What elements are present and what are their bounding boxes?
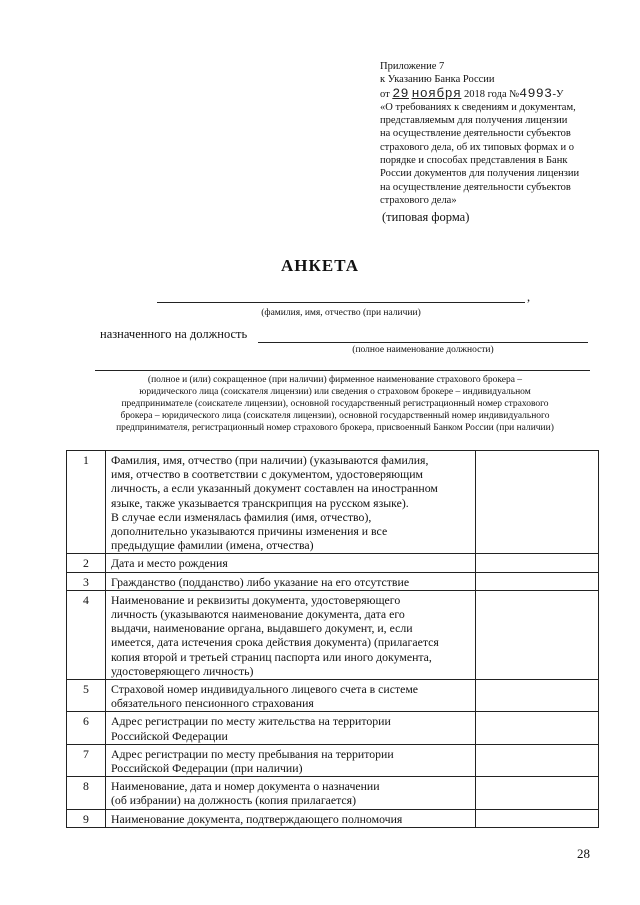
appendix-line-1: Приложение 7: [380, 61, 445, 72]
description-line: языке, также указывается транскрипция на русском языке).: [111, 495, 409, 510]
organization-caption: [80, 374, 590, 434]
handwritten-day: 29: [392, 85, 409, 101]
row-description: [106, 777, 476, 809]
row-description: [106, 590, 476, 679]
appendix-line-4: «О требованиях к сведениям и документам,: [380, 101, 576, 113]
organization-caption-line: предпринимателе (соискателе лицензии), основной государственный регистрационный номер страхового: [121, 399, 549, 409]
description-line: удостоверяющего личность): [111, 663, 254, 678]
description-line: Наименование, дата и номер документа о назначении: [111, 779, 380, 794]
description-line: Адрес регистрации по месту жительства на территории: [111, 714, 391, 729]
organization-caption-line: (полное и (или) сокращенное (при наличии) фирменное наименование страхового брокера –: [147, 375, 523, 385]
row-description: [106, 451, 476, 554]
appendix-line-5: представляемым для получения лицензии: [380, 115, 568, 127]
table-row: [67, 590, 599, 679]
row-value-cell[interactable]: [476, 554, 599, 572]
handwritten-month: ноября: [411, 85, 462, 101]
row-number: 9: [67, 809, 106, 827]
description-line: личность, а если указанный документ составлен на иностранном: [111, 481, 438, 496]
position-label: назначенного на должность: [100, 327, 248, 341]
row-value-cell[interactable]: [476, 451, 599, 554]
appendix-line-6: на осуществление деятельности субъектов: [380, 128, 571, 140]
appendix-line-9: России документов для получения лицензии: [380, 168, 580, 180]
date-prefix: от: [380, 88, 390, 100]
organization-caption-line: предпринимателя, регистрационный номер страхового брокера, присвоенный Банком России (при наличии): [116, 423, 554, 433]
name-field-caption: (фамилия, имя, отчество (при наличии): [261, 308, 421, 318]
position-caption: (полное наименование должности): [352, 345, 494, 355]
row-number: 6: [67, 712, 106, 744]
table-row: [67, 572, 599, 590]
position-field-line[interactable]: [258, 342, 588, 343]
description-line: Гражданство (подданство) либо указание на его отсутствие: [111, 574, 410, 589]
handwritten-number: 4993: [519, 85, 553, 101]
row-number: 8: [67, 777, 106, 809]
table-row: [67, 451, 599, 554]
table-row: [67, 744, 599, 776]
description-line: обязательного пенсионного страхования: [111, 696, 314, 711]
row-number: 3: [67, 572, 106, 590]
row-value-cell[interactable]: [476, 590, 599, 679]
row-description: [106, 744, 476, 776]
description-line: личность (указываются наименование документа, дата его: [111, 607, 405, 622]
table-row: [67, 809, 599, 827]
table-row: [67, 777, 599, 809]
appendix-block: [380, 60, 595, 207]
description-line: копия второй и третьей страниц паспорта или иного документа,: [111, 649, 432, 664]
row-number: 1: [67, 451, 106, 554]
appendix-line-10: на осуществление деятельности субъектов: [380, 181, 571, 193]
name-field-comma: ,: [527, 290, 531, 304]
form-type-label: (типовая форма): [382, 210, 470, 224]
row-value-cell[interactable]: [476, 809, 599, 827]
description-line: Страховой номер индивидуального лицевого счета в системе: [111, 682, 419, 697]
organization-caption-line: брокера – юридического лица (соискателя лицензии), основной государственный номер индивидуального: [120, 411, 550, 421]
row-value-cell[interactable]: [476, 712, 599, 744]
description-line: Российской Федерации: [111, 728, 228, 743]
row-number: 4: [67, 590, 106, 679]
description-line: Адрес регистрации по месту пребывания на территории: [111, 746, 394, 761]
appendix-line-2: к Указанию Банка России: [380, 74, 495, 86]
description-line: предыдущие фамилии (имена, отчества): [111, 538, 314, 553]
row-number: 7: [67, 744, 106, 776]
organization-field-line[interactable]: [95, 370, 590, 371]
row-value-cell[interactable]: [476, 572, 599, 590]
year-text: 2018 года №: [464, 88, 520, 100]
row-description: [106, 809, 476, 827]
description-line: Российской Федерации (при наличии): [111, 761, 303, 776]
document-title: АНКЕТА: [281, 256, 359, 275]
row-description: [106, 680, 476, 712]
row-value-cell[interactable]: [476, 744, 599, 776]
row-value-cell[interactable]: [476, 680, 599, 712]
row-description: [106, 554, 476, 572]
description-line: имеется, дата истечения срока действия документа) (прилагается: [111, 635, 439, 650]
description-line: Наименование и реквизиты документа, удостоверяющего: [111, 592, 401, 607]
appendix-date-line: [380, 87, 595, 101]
description-line: дополнительно указываются причины изменения и все: [111, 524, 388, 539]
description-line: Наименование документа, подтверждающего полномочия: [111, 811, 403, 826]
name-field-line[interactable]: [157, 302, 525, 303]
table-row: [67, 712, 599, 744]
description-line: имя, отчество в соответствии с документом, удостоверяющим: [111, 467, 423, 482]
description-line: (об избрании) на должность (копия прилагается): [111, 793, 357, 808]
questionnaire-table: [66, 450, 599, 828]
appendix-line-11: страхового дела»: [380, 194, 457, 206]
description-line: В случае если изменялась фамилия (имя, отчество),: [111, 509, 372, 524]
description-line: Дата и место рождения: [111, 556, 228, 571]
row-description: [106, 712, 476, 744]
row-description: [106, 572, 476, 590]
appendix-line-7: страхового дела, об их типовых формах и о: [380, 141, 575, 153]
description-line: Фамилия, имя, отчество (при наличии) (указываются фамилия,: [111, 453, 429, 467]
organization-caption-line: юридического лица (соискателя лицензии) или сведения о страховом брокере – индивидуальном: [139, 387, 531, 397]
row-number: 5: [67, 680, 106, 712]
page-number: 28: [577, 846, 590, 861]
number-suffix: -У: [552, 88, 564, 100]
row-number: 2: [67, 554, 106, 572]
row-value-cell[interactable]: [476, 777, 599, 809]
description-line: выдачи, наименование органа, выдавшего документ, и, если: [111, 621, 413, 636]
table-row: [67, 554, 599, 572]
table-row: [67, 680, 599, 712]
appendix-line-8: порядке и способах представления в Банк: [380, 155, 568, 167]
